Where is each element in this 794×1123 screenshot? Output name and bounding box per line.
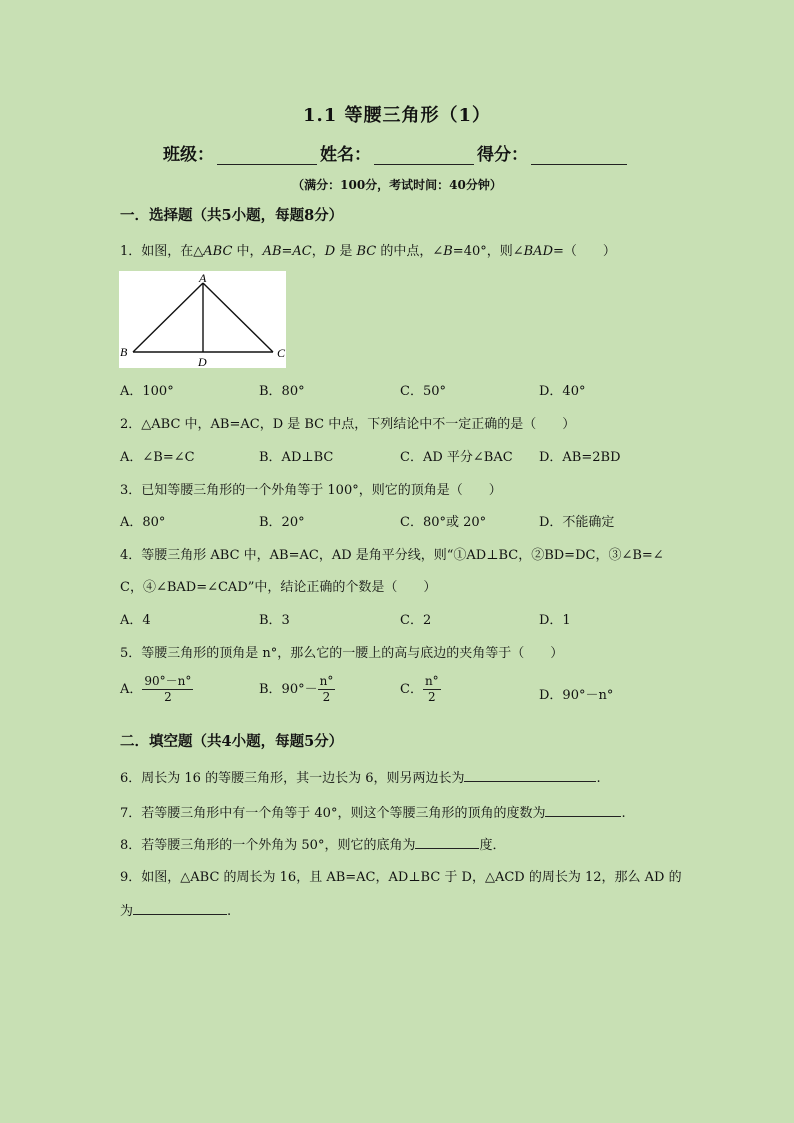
page-title: 1.1 等腰三角形（1）: [302, 105, 492, 126]
q1-text: D: [324, 244, 336, 259]
section-fill-title: 二．填空题（共4小题，每题5分）: [120, 733, 344, 750]
question-4-line-2: C，④∠BAD=∠CAD”中，结论正确的个数是（ ）: [120, 580, 437, 595]
q8-text-end: 度．: [479, 838, 506, 853]
q5-option-d[interactable]: D．90°－n°: [539, 688, 614, 703]
side-ac: [203, 283, 273, 352]
q7-text-end: .: [621, 806, 626, 821]
q5-option-c-label: C．: [400, 682, 423, 697]
q6-text-end: .: [596, 771, 601, 786]
score-label: 得分：: [477, 145, 528, 165]
q5-option-a-label: A．: [120, 682, 143, 697]
fraction-numerator: n°: [424, 674, 439, 688]
score-blank[interactable]: [531, 148, 627, 165]
question-2: 2．△ABC 中，AB=AC，D 是 BC 中点，下列结论中不一定正确的是（ ）: [120, 417, 576, 432]
question-9-line-2: [120, 900, 231, 919]
q2-option-d[interactable]: D．AB=2BD: [539, 450, 621, 465]
q1-option-b[interactable]: B．80°: [259, 384, 305, 399]
student-info-line: [163, 140, 630, 165]
q1-text: AB=AC: [262, 244, 312, 259]
point-label-d: D: [198, 355, 207, 368]
exam-info: （满分：100分，考试时间：40分钟）: [292, 178, 502, 192]
fraction-denominator: 2: [322, 690, 331, 704]
q1-text: B: [443, 244, 453, 259]
vertex-label-a: A: [199, 271, 207, 285]
q1-text: 1．如图，在△: [120, 244, 204, 259]
q1-options: [120, 380, 680, 400]
q7-text: 7．若等腰三角形中有一个角等于 40°，则这个等腰三角形的顶角的度数为: [120, 806, 546, 821]
question-3: 3．已知等腰三角形的一个外角等于 100°，则它的顶角是（ ）: [120, 483, 502, 498]
q8-text: 8．若等腰三角形的一个外角为 50°，则它的底角为: [120, 838, 416, 853]
side-ab: [133, 283, 203, 352]
name-label: 姓名：: [320, 145, 371, 165]
fraction-denominator: 2: [428, 690, 436, 704]
q4-options: [120, 609, 680, 629]
q2-option-c[interactable]: C．AD 平分∠BAC: [400, 450, 513, 465]
q1-text: =40°，则∠: [452, 244, 524, 259]
section-choice-title: 一．选择题（共5小题，每题8分）: [120, 207, 344, 224]
vertex-label-c: C: [277, 346, 286, 360]
triangle-diagram: [119, 271, 286, 368]
q3-option-a[interactable]: A．80°: [120, 515, 166, 530]
q5-options: [120, 674, 680, 714]
q1-text: 中，: [232, 244, 263, 259]
q4-option-b[interactable]: B．3: [259, 613, 290, 628]
question-7: [120, 802, 626, 821]
q1-option-a[interactable]: A．100°: [120, 384, 174, 399]
question-8: [120, 834, 505, 853]
q2-options: [120, 446, 680, 466]
q7-answer-blank[interactable]: [545, 803, 621, 817]
q1-text: 是: [335, 244, 357, 259]
q4-option-d[interactable]: D．1: [539, 613, 571, 628]
question-9-line-1: 9．如图，△ABC 的周长为 16，且 AB=AC，AD⊥BC 于 D，△ACD 的周长为 12，那么 AD 的: [120, 870, 682, 885]
q3-option-b[interactable]: B．20°: [259, 515, 305, 530]
question-1: [120, 240, 616, 259]
q4-option-c[interactable]: C．2: [400, 613, 432, 628]
triangle-figure: [119, 271, 286, 368]
q5-option-b-fraction: [318, 674, 336, 705]
q1-option-d[interactable]: D．40°: [539, 384, 586, 399]
q9-answer-blank[interactable]: [133, 901, 227, 915]
q8-answer-blank[interactable]: [415, 835, 479, 849]
fraction-denominator: 2: [164, 690, 172, 704]
q2-option-b[interactable]: B．AD⊥BC: [259, 450, 334, 465]
q6-answer-blank[interactable]: [464, 768, 596, 782]
q6-text: 6．周长为 16 的等腰三角形，其一边长为 6，则另两边长为: [120, 771, 465, 786]
q5-option-b-label: B．90°－: [259, 682, 318, 697]
class-label: 班级：: [163, 145, 214, 165]
question-4-line-1: 4．等腰三角形 ABC 中，AB=AC，AD 是角平分线，则“①AD⊥BC，②BD=DC，③∠B=∠: [120, 548, 664, 563]
q5-option-c-fraction: [423, 674, 441, 705]
q3-option-c[interactable]: C．80°或 20°: [400, 515, 487, 530]
q1-text: BAD: [523, 244, 553, 259]
question-5: 5．等腰三角形的顶角是 n°，那么它的一腰上的高与底边的夹角等于（ ）: [120, 646, 564, 661]
q5-option-b[interactable]: [259, 674, 335, 705]
q5-option-a-fraction: [142, 674, 193, 705]
fraction-numerator: 90°－n°: [144, 674, 192, 688]
q4-option-a[interactable]: A．4: [120, 613, 151, 628]
q9-text: 为: [120, 904, 134, 919]
q5-option-c[interactable]: [400, 674, 441, 705]
q2-option-a[interactable]: A．∠B=∠C: [120, 450, 195, 465]
class-blank[interactable]: [217, 148, 317, 165]
q9-text-end: .: [227, 904, 232, 919]
q1-text: ABC: [203, 244, 233, 259]
q1-text: ，: [311, 244, 325, 259]
question-6: [120, 767, 601, 786]
q1-text: =（ ）: [553, 244, 616, 259]
q3-option-d[interactable]: D．不能确定: [539, 515, 615, 530]
q5-option-a[interactable]: [120, 674, 193, 705]
name-blank[interactable]: [374, 148, 474, 165]
q1-option-c[interactable]: C．50°: [400, 384, 446, 399]
fraction-numerator: n°: [319, 674, 334, 688]
q1-text: 的中点，∠: [376, 244, 444, 259]
vertex-label-b: B: [120, 345, 128, 359]
q1-text: BC: [356, 244, 377, 259]
q3-options: [120, 511, 680, 531]
